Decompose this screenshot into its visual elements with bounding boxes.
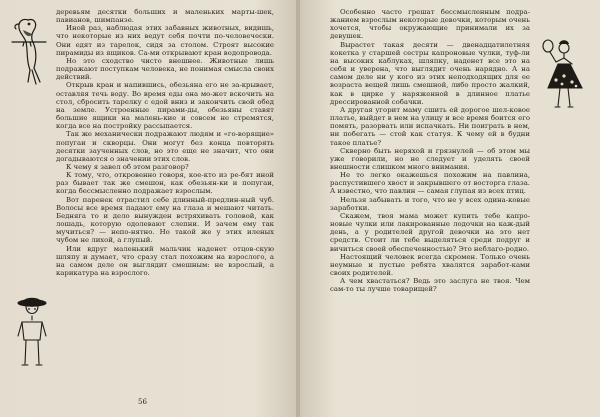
paragraph: А чем хвастаться? Ведь это заслуга не твоя. Чем сам-то ты лучше товарищей? <box>330 277 530 294</box>
paragraph: Но это сходство чисто внешнее. Животные лишь подражают поступкам человека, не понимая смысла своих действий. <box>56 56 274 82</box>
paragraph: А другая угорит маму сшить ей дорогое шел-ковое платье, выйдет в нем на улицу и все время боится его помять, разорвать или испачкать. Ни поиграть в нем, ни побегать — стой как статуя. К чему ей в будни такое платье? <box>330 105 530 147</box>
paragraph: Нельзя забывать и того, что не у всех одина-ковые заработки. <box>330 195 530 212</box>
paragraph: Скверно быть неряхой и грязнулей — об этом мы уже говорили, но не следует и уделять своей внешности слишком много внимания. <box>330 146 530 171</box>
girl-with-mirror-illustration <box>538 36 590 112</box>
paragraph: Открыв кран и напившись, обезьяна его не за-крывает, оставляя течь воду. Во время еды она мо-жет вскочить на стол, сбросить тарелку с едой вниз и закончить свой обед на земле. Устроенные пирами-ды, обезьяны ставят большие ящики на малень-кие и совсем не стремятся, когда все на постройку рассыпается. <box>56 81 274 131</box>
paragraph: Так же механически подражают людям и «го-ворящие» попугаи и скворцы. Они могут без конца повторять десятки заученных слов, но это еще не значит, что они догадываются о значении этих слов. <box>56 130 274 163</box>
paragraph: К чему я завел об этом разговор? <box>66 162 189 171</box>
paragraph: К тому, что, откровенно говоря, кое-кто из ре-бят иной раз бывает так же смешон, как обезьян-ки и попугаи, когда бессмысленно подражает взрослым. <box>56 171 274 196</box>
paragraph: Особенно часто грешат бессмысленным подра-жанием взрослым некоторые девочки, которым очень хочется, чтобы окружающие принимали их за девушек. <box>330 8 530 41</box>
right-page <box>300 0 600 417</box>
right-page-text <box>330 8 530 293</box>
paragraph: Иной раз, наблюдая этих забавных животных, видишь, что некоторые из них ведут себя почти по-человечески. Они едят из тарелок, сидя за столом. Строят высокие пирамиды из ящиков. Са-ми открывают кран водопровода. <box>56 24 274 57</box>
paragraph: Или вдруг маленький мальчик наденет отцов-скую шляпу и думает, что сразу стал похожим на взрослого, а на самом деле он выглядит смешным: не взрослый, а карикатура на взрослого. <box>56 244 274 277</box>
page-number: 56 <box>138 398 147 406</box>
parrot-illustration <box>6 12 50 88</box>
paragraph: Вот паренек отрастил себе длинный-предлин-ный чуб. Волосы все время падают ему на глаза и мешают читать. Бедняга то и дело вынужден встряхивать головой, как лошадь, которую одолевают слепни. И зачем ему так мучиться? — непо-нятно. Но такой же у этих иленых чубом не лихой, а глупый. <box>56 195 274 245</box>
paragraph: деревьям десятки больших и маленьких марты-шек, павианов, шимпанзе. <box>56 8 274 25</box>
paragraph: Скажем, твоя мама может купить тебе капро-новые чулки или лакированные лодочки на каж-дый день, а у родителей другой девочки на это нет средств. Стоит ли тебе выделяться среди подруг и вичиться своей обеспеченностью? Это неблаго-родно. <box>330 211 530 253</box>
paragraph: Настоящий человек всегда скромен. Только очень неумные и пустые ребята хвалятся заработ-ками своих родителей. <box>330 252 530 277</box>
left-page-text <box>56 8 274 277</box>
paragraph: Не то легко окажешься похожим на павлина, распустившего хвост и закрывшего от восторга глаза. А известно, что павлин — самая глупая из всех птиц. <box>330 171 530 196</box>
left-page <box>0 0 298 417</box>
paragraph: Вырастет такая десяти — двенадцатилетняя кокетка у старшей сестры капроновые чулки, туф-ли на высоких каблуках, шляпку, наденет все это на себя и уверена, что выглядит очень нарядно. А на самом деле ни у кого из этих неподходящих для ее возраста вещей лишь смешной, либо просто жалкий, как в цирке у наряженной в длинное платье дрессированной собачки. <box>330 40 530 106</box>
boy-in-hat-illustration <box>14 296 50 374</box>
